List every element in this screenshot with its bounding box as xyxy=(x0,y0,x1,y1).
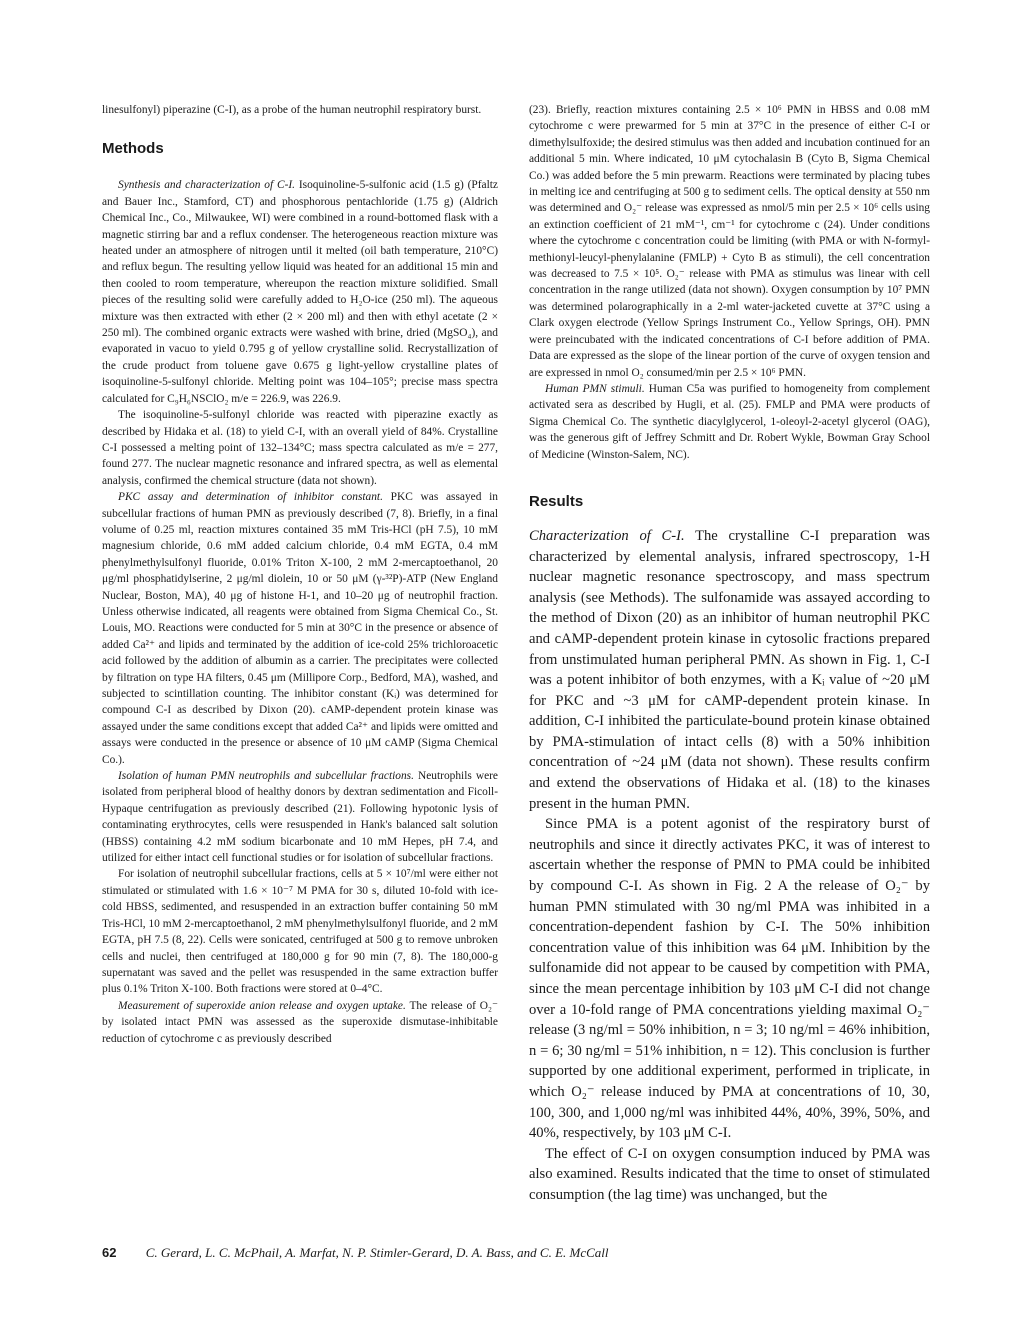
isolation-paragraph xyxy=(102,768,498,866)
page-number: 62 xyxy=(102,1245,117,1260)
fractions-paragraph: For isolation of neutrophil subcellular fractions, cells at 5 × 10⁷/ml were either not stimulated or stimulated with 1.6 × 10⁻⁷ M PMA for 30 s, diluted 10-fold with ice-cold HBSS, sedimented, and resuspended in an extraction buffer containing 50 mM Tris-HCl, 10 mM 2-mercaptoethanol, 2 mM phenylmethylsulfonyl fluoride, and 2 mM EGTA, pH 7.5 (8, 22). Cells were sonicated, centrifuged at 500 g to remove unbroken cells and nuclei, then centrifuged at 180,000 g for 90 min (7, 8). The 180,000-g supernatant was saved and the pellet was resuspended in the same extraction buffer plus 0.1% Triton X-100. Both fractions were stored at 0–4°C. xyxy=(102,868,498,996)
synthesis-paragraph xyxy=(102,177,498,407)
left-column xyxy=(102,102,498,1047)
stimuli-paragraph xyxy=(529,381,930,463)
reaction-paragraph: The isoquinoline-5-sulfonyl chloride was reacted with piperazine exactly as described by Hidaka et al. (18) to yield C-I, with an overall yield of 84%. Crystalline C-I possessed a melting point of 132–134°C; mass spectra calculated as m/e = 277, found 277. The nuclear magnetic resonance and infrared spectra, as well as elemental analysis, confirmed the chemical structure (data not shown). xyxy=(102,409,498,487)
superoxide-continued-paragraph: (23). Briefly, reaction mixtures containing 2.5 × 10⁶ PMN in HBSS and 0.08 mM cytochrome c were prewarmed for 5 min at 37°C in the presence of either C-I or dimethylsulfoxide; the desired stimulus was then added and incubation continued for an additional 5 min. Where indicated, 10 μM cytochalasin B (Cyto B, Sigma Chemical Co.) was added before the 5 min prewarm. Reactions were terminated by placing tubes in melting ice and centrifuging at 500 g to sediment cells. The optical density at 550 nm was determined and O₂⁻ release was expressed as nmol/5 min per 2.5 × 10⁶ cells using an extinction coefficient of 21 mM⁻¹, cm⁻¹ for cytochrome c (24). Under conditions where the cytochrome c concentration could be limiting (with PMA or with N-formyl-methionyl-leucyl-phenylalanine (FMLP) + Cyto B as stimuli), the cell concentration was decreased to 7.5 × 10⁵. O₂⁻ release with PMA as stimulus was linear with cell concentration in the range utilized (data not shown). Oxygen consumption by 10⁷ PMN was determined polarographically in a 2-ml water-jacketed cuvette at 37°C using a Clark oxygen electrode (Yellow Springs Instrument Co., Yellow Springs, OH). PMN were preincubated with the indicated concentrations of C-I before addition of PMA. Data are expressed as the slope of the linear portion of the curve of oxygen tension and are expressed in nmol O₂ consumed/min per 2.5 × 10⁶ PMN. xyxy=(529,104,930,379)
footer-authors: C. Gerard, L. C. McPhail, A. Marfat, N. P. Stimler-Gerard, D. A. Bass, and C. E. McCall xyxy=(145,1245,609,1260)
synthesis-text: Isoquinoline-5-sulfonic acid (1.5 g) (Pfaltz and Bauer Inc., Stamford, CT) and phosphorous pentachloride (1.75 g) (Aldrich Chemical Inc., Co., Milwaukee, WI) were combined in a round-bottomed flask with a magnetic stirring bar and a reflux condenser. The heterogeneous reaction mixture was heated under an atmosphere of nitrogen until it melted (oil bath temperature, 210°C) and reflux begun. The resulting yellow liquid was heated for an additional 15 min and then cooled to room temperature, whereupon the reaction mixture solidified. Small pieces of the resulting solid were carefully added to H₂O-ice (250 ml). The aqueous mixture was then extracted with ether (2 × 200 ml) and then with ethyl acetate (2 × 250 ml). The combined organic extracts were washed with brine, dried (MgSO₄), and evaporated in vacuo to yield 0.795 g of yellow crystalline solid. Recrystallization of the crude product from toluene gave 0.675 g light-yellow crystalline plates of isoquinoline-5-sulfonyl chloride. Melting point was 104–105°; precise mass spectra calculated for C₉H₆NSClO₂ m/e = 226.9, was 226.9. xyxy=(102,179,498,405)
isolation-lead: Isolation of human PMN neutrophils and subcellular fractions. xyxy=(118,770,414,783)
characterization-text: The crystalline C-I preparation was characterized by elemental analysis, infrared spectroscopy, 1-H nuclear magnetic resonance spectroscopy, and mass spectrum analysis (see Methods). The sulfonamide was assayed according to the method of Dixon (20) as an inhibitor of human neutrophil PKC and cAMP-dependent protein kinase in cytosolic fractions prepared from unstimulated human peripheral PMN. As shown in Fig. 1, C-I was a potent inhibitor of both enzymes, with a Kᵢ value of ~20 μM for PKC and ~3 μM for cAMP-dependent protein kinase. In addition, C-I inhibited the particulate-bound protein kinase obtained by PMA-stimulation of intact cells (8) with a 50% inhibition concentration of ~24 μM (data not shown). These results confirm and extend the observations of Hidaka et al. (18) to the kinases present in the human PMN. xyxy=(529,527,930,812)
right-column xyxy=(529,102,930,1206)
characterization-paragraph xyxy=(529,526,930,814)
pkc-paragraph xyxy=(102,489,498,768)
pkc-lead: PKC assay and determination of inhibitor constant. xyxy=(118,491,383,504)
results-heading: Results xyxy=(529,492,584,510)
stimuli-text: Human C5a was purified to homogeneity from complement activated sera as described by Hugli, et al. (25). FMLP and PMA were products of Sigma Chemical Co. The synthetic diacylglycerol, 1-oleoyl-2-acetyl glycerol (OAG), was the generous gift of Jeffrey Schmitt and Dr. Robert Wykle, Bowman Gray School of Medicine (Winston-Salem, NC). xyxy=(529,382,930,461)
characterization-lead: Characterization of C-I. xyxy=(529,527,685,544)
intro-paragraph: linesulfonyl) piperazine (C-I), as a probe of the human neutrophil respiratory burst. xyxy=(102,104,482,116)
pma-paragraph: Since PMA is a potent agonist of the respiratory burst of neutrophils and since it directly activates PKC, it was of interest to ascertain whether the response of PMN to PMA could be inhibited by compound C-I. As shown in Fig. 2 A the release of O₂⁻ by human PMN stimulated with 30 ng/ml PMA was inhibited in a concentration-dependent fashion by C-I. The 50% inhibition concentration value of this inhibition was 64 μM. Inhibition by the sulfonamide did not appear to be caused by competition with PMA, since the mean percentage inhibition by 103 μM C-I did not change over a 10-fold range of PMA concentrations yielding maximal O₂⁻ release (3 ng/ml = 50% inhibition, n = 3; 10 ng/ml = 46% inhibition, n = 6; 30 ng/ml = 51% inhibition, n = 12). This conclusion is further supported by one additional experiment, performed in triplicate, in which O₂⁻ release induced by PMA at concentrations of 10, 30, 100, 300, and 1,000 ng/ml was inhibited 44%, 40%, 39%, 50%, and 40%, respectively, by 103 μM C-I. xyxy=(529,816,930,1142)
oxygen-paragraph: The effect of C-I on oxygen consumption induced by PMA was also examined. Results indicated that the time to onset of stimulated consumption (the lag time) was unchanged, but the xyxy=(529,1145,930,1203)
superoxide-paragraph xyxy=(102,998,498,1047)
isolation-text: Neutrophils were isolated from peripheral blood of healthy donors by dextran sedimentation and Ficoll-Hypaque centrifugation as previously described (21). Following hypotonic lysis of contaminating erythrocytes, cells were resuspended in Hank's balanced salt solution (HBSS) containing 4.2 mM sodium bicarbonate and 10 mM Hepes, pH 7.4, and utilized for either intact cell functional studies or for isolation of subcellular fractions. xyxy=(102,770,498,865)
page-footer xyxy=(102,1245,930,1261)
methods-heading: Methods xyxy=(102,140,164,158)
superoxide-text: The release of O₂⁻ by isolated intact PMN was assessed as the superoxide dismutase-inhibitable reduction of cytochrome c as previously described xyxy=(102,999,498,1045)
pkc-text: PKC was assayed in subcellular fractions of human PMN as previously described (7, 8). Briefly, in a final volume of 0.25 ml, reaction mixtures contained 35 mM Tris-HCl (pH 7.5), 10 mM magnesium chloride, 0.6 mM added calcium chloride, 0.4 mM EGTA, 0.4 mM phenylmethylsulfonyl fluoride, 0.01% Triton X-100, 2 mM 2-mercaptoethanol, 20 μg/ml phosphatidylserine, 2 μg/ml diolein, 10 or 50 μM (γ-³²P)-ATP (New England Nuclear, Boston, MA), 40 μg of histone H-1, and 10–20 μg of neutrophil fraction. Unless otherwise indicated, all reagents were obtained from Sigma Chemical Co., St. Louis, MO. Reactions were conducted for 5 min at 30°C in the presence or absence of added Ca²⁺ and lipids and terminated by the addition of ice-cold 25% trichloroacetic acid followed by the addition of albumin as a carrier. The precipitates were collected by filtration on type HA filters, 0.45 μm (Millipore Corp., Bedford, MA), washed, and subjected to scintillation counting. The inhibitor constant (Kᵢ) was determined for compound C-I as described by Dixon (20). cAMP-dependent protein kinase was assayed under the same conditions except that added Ca²⁺ and lipids were omitted and assays were conducted in the presence or absence of 10 μM cAMP (Sigma Chemical Co.). xyxy=(102,491,498,766)
superoxide-lead: Measurement of superoxide anion release and oxygen uptake. xyxy=(118,999,406,1012)
stimuli-lead: Human PMN stimuli. xyxy=(545,382,645,395)
synthesis-lead: Synthesis and characterization of C-I. xyxy=(118,179,296,192)
